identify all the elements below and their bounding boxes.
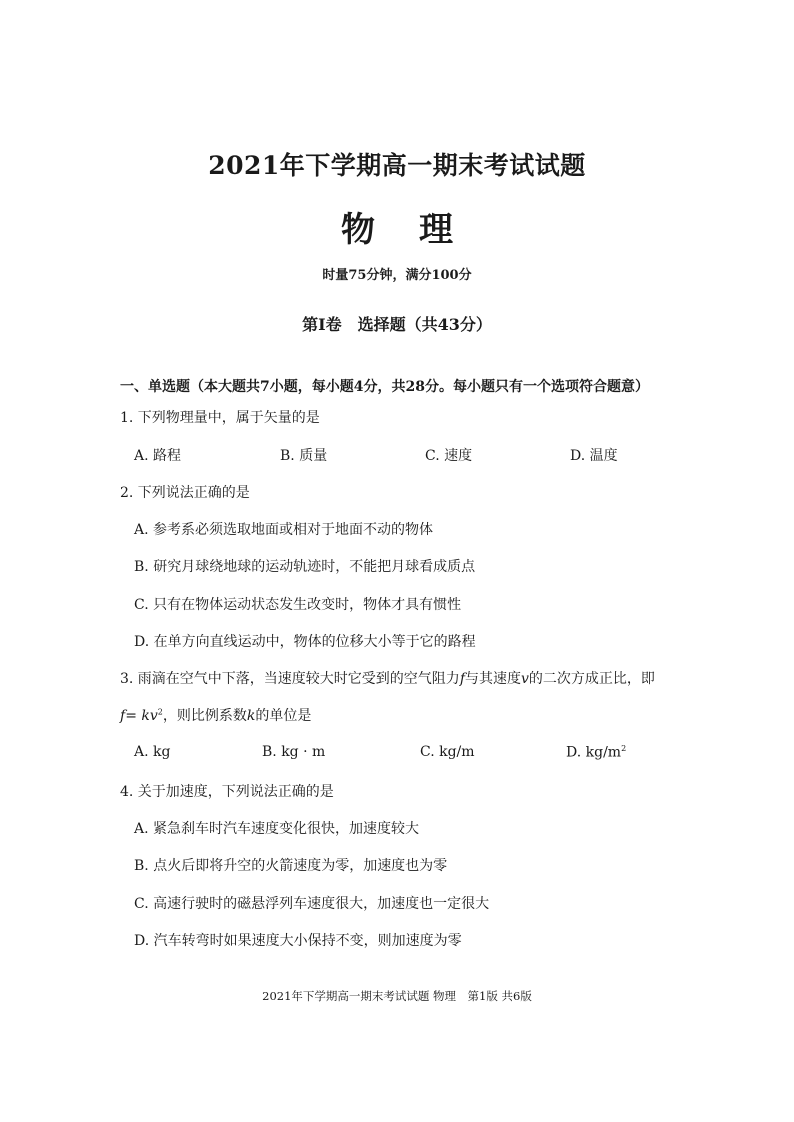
volume-heading: 第Ⅰ卷 选择题（共43分） (302, 315, 492, 334)
subject-char-2: 理 (419, 210, 453, 250)
q1-option-a: A. 路程 (134, 448, 182, 464)
page-footer: 2021年下学期高一期末考试试题 物理 第1版 共6版 (262, 989, 532, 1003)
q2-option-d: D. 在单方向直线运动中，物体的位移大小等于它的路程 (134, 634, 476, 650)
q3-option-d-text: D. kg/m (566, 744, 622, 761)
q4-option-b: B. 点火后即将升空的火箭速度为零，加速度也为零 (134, 858, 448, 874)
q3-var-f: f (459, 671, 465, 687)
q3-formula-f: f (120, 708, 126, 724)
q3-formula-exponent: 2 (157, 707, 163, 717)
q1-option-c: C. 速度 (425, 448, 473, 464)
q4-option-a: A. 紧急刹车时汽车速度变化很快，加速度较大 (134, 821, 420, 837)
q3-stem-part-2: 与其速度 (465, 671, 521, 687)
section-heading: 一、单选题（本大题共7小题，每小题4分，共28分。每小题只有一个选项符合题意） (120, 379, 649, 395)
question-2-stem: 2. 下列说法正确的是 (120, 485, 250, 501)
question-1-stem: 1. 下列物理量中，属于矢量的是 (120, 410, 320, 426)
exam-meta: 时量75分钟，满分100分 (322, 268, 472, 283)
q2-option-c: C. 只有在物体运动状态发生改变时，物体才具有惯性 (134, 597, 462, 613)
q3-formula-v: v (149, 708, 158, 724)
q3-var-k: k (246, 708, 256, 724)
q3-option-c: C. kg/m (420, 744, 475, 760)
q2-option-a: A. 参考系必须选取地面或相对于地面不动的物体 (134, 522, 434, 538)
q1-option-d: D. 温度 (570, 448, 618, 464)
q3-formula-k: k (141, 708, 150, 724)
q3-option-a: A. kg (134, 744, 171, 760)
q4-option-c: C. 高速行驶时的磁悬浮列车速度很大，加速度也一定很大 (134, 896, 490, 912)
question-4-stem: 4. 关于加速度，下列说法正确的是 (120, 784, 334, 800)
q3-stem-part-3: 的二次方成正比，即 (528, 671, 655, 687)
q3-var-v: v (521, 671, 529, 687)
question-3-stem (120, 668, 655, 688)
subject-title (0, 202, 794, 251)
subject-char-1: 物 (341, 210, 375, 250)
q1-option-b: B. 质量 (280, 448, 328, 464)
q3-option-b: B. kg · m (262, 744, 326, 760)
q2-option-b: B. 研究月球绕地球的运动轨迹时，不能把月球看成质点 (134, 559, 476, 575)
q3-stem-part-1: 3. 雨滴在空气中下落，当速度较大时它受到的空气阻力 (120, 671, 460, 687)
q3-option-d-exponent: 2 (621, 744, 627, 753)
question-3-stem-continued (120, 705, 311, 725)
exam-title: 2021年下学期高一期末考试试题 (208, 151, 586, 180)
q3-option-d (566, 744, 626, 761)
q3-stem-part-5: 的单位是 (255, 708, 312, 724)
q4-option-d: D. 汽车转弯时如果速度大小保持不变，则加速度为零 (134, 933, 462, 949)
q3-formula-eq: = (125, 708, 142, 724)
q3-stem-part-4: ，则比例系数 (162, 708, 247, 724)
